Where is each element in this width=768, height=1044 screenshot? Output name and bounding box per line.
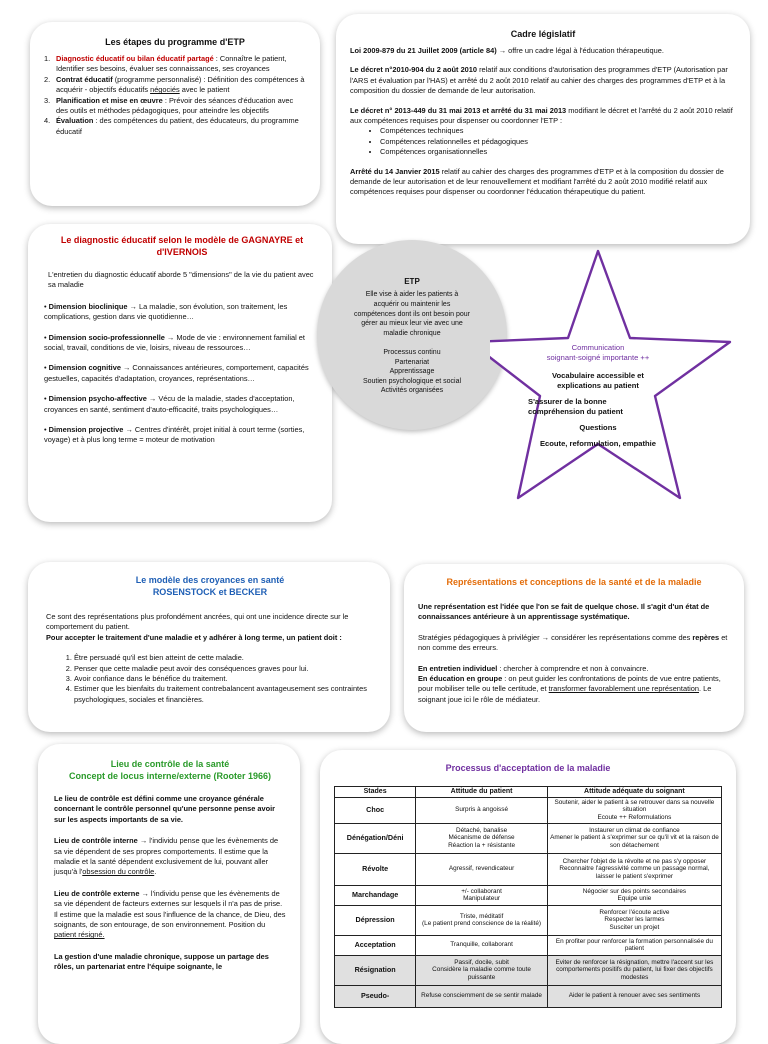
acceptation-title: Processus d'acceptation de la maladie — [445, 763, 611, 773]
representations-definition: Une représentation est l'idée que l'on se fait de quelque chose. Il s'agit d'un état de connaissances antérieure à un apprentissage systématique. — [418, 602, 710, 622]
stage-cell: Pseudo- — [335, 985, 416, 1007]
etp-description: Elle vise à aider les patients à acquérir ou maintenir les compétences dont ils ont besoin pour gérer au mieux leur vie avec une maladie chronique — [354, 291, 470, 338]
croyances-intro: Ce sont des représentations plus profondément ancrées, qui ont une incidence directe sur le comportement du patient. — [46, 612, 349, 632]
diagnostic-dimension: • Dimension cognitive → Connaissances antérieures, comportement, capacités gestuelles, capacités d'adaptation, croyances, représentations… — [44, 363, 309, 383]
patient-attitude-cell: Passif, docile, subit Considère la maladie comme toute puissante — [416, 955, 548, 985]
soignant-attitude-cell: Eviter de renforcer la résignation, mettre l'accent sur les comportements positifs du patient, lui fixer des objectifs modestes — [547, 955, 721, 985]
acceptation-row — [335, 955, 722, 985]
croyances-item: 2. Penser que cette maladie peut avoir des conséquences graves pour lui. — [74, 664, 374, 674]
stage-cell: Révolte — [335, 853, 416, 885]
controle-interne: Lieu de contrôle interne → l'individu pense que les évènements de sa vie dépendent de ses propres comportements. Il estime que la maladie et la santé dépendent exclusivement de lui, pouvant aller jusqu'à l'obsession du contrôle. — [54, 836, 279, 877]
controle-card — [38, 744, 300, 1044]
soignant-attitude-cell: Chercher l'objet de la révolte et ne pas s'y opposer Reconnaitre l'agressivité comme un passage normal, laisser le patient s'exprimer — [547, 853, 721, 885]
etapes-item-3: 3. Planification et mise en œuvre : Prévoir des séances d'éducation avec des outils et méthodes pédagogiques, pour atteindre les objectifs — [44, 95, 294, 116]
patient-attitude-cell: Refuse consciemment de se sentir malade — [416, 985, 548, 1007]
etapes-list — [44, 54, 306, 137]
soignant-attitude-cell: Négocier sur des points secondaires Equipe unie — [547, 885, 721, 905]
cadre-competence-item: • Compétences relationnelles et pédagogiques — [380, 137, 736, 147]
acceptation-row — [335, 797, 722, 823]
controle-definition: Le lieu de contrôle est défini comme une croyance générale concernant le contrôle personnel qu'une personne pense avoir sur les aspects importants de sa vie. — [54, 794, 276, 824]
representations-title: Représentations et conceptions de la santé et de la maladie — [446, 577, 702, 587]
diagnostic-card — [28, 224, 332, 522]
cadre-body — [350, 46, 736, 198]
acceptation-table — [334, 786, 722, 1008]
etapes-item-2: 2. Contrat éducatif (programme personnalisé) : Définition des compétences à acquérir - objectifs éducatifs négociés avec le patient — [44, 74, 305, 95]
etp-list — [317, 348, 507, 396]
controle-body — [54, 794, 286, 973]
etapes-title: Les étapes du programme d'ETP — [105, 37, 245, 47]
acceptation-row — [335, 823, 722, 853]
soignant-attitude-cell: Renforcer l'écoute active Respecter les larmes Susciter un projet — [547, 905, 721, 935]
diagnostic-dimension: • Dimension socio-professionnelle → Mode de vie : environnement familial et social, travail, conditions de vie, loisirs, niveau de ressources… — [44, 332, 305, 353]
acceptation-row — [335, 985, 722, 1007]
croyances-list — [46, 653, 374, 705]
acceptation-header-row — [335, 787, 722, 798]
cadre-card — [336, 14, 750, 244]
etp-list-item: Soutien psychologique et social — [362, 377, 462, 385]
cadre-arrete-2015: Arrêté du 14 Janvier 2015 relatif au cahier des charges des programmes d'ETP et à la composition du dossier de demande de leur autorisation et de leur renouvellement et modifiant l'arrêté du 2 août 2010 modifié relatif aux compétences requises pour dispenser ou coordonner l'éducation thérapeutique du patient. — [350, 166, 724, 197]
cadre-competence-item: • Compétences techniques — [380, 126, 736, 136]
star-questions: Questions — [579, 423, 617, 432]
acceptation-card — [320, 750, 736, 1044]
acceptation-row — [335, 853, 722, 885]
etp-title: ETP — [404, 277, 420, 286]
representations-body — [418, 602, 730, 705]
etp-list-item: Apprentissage — [389, 368, 435, 376]
etp-list-item: Activités organisées — [380, 387, 444, 395]
patient-attitude-cell: Tranquille, collaborant — [416, 935, 548, 955]
representations-groupe: En éducation en groupe : on peut guider les confrontations de points de vue entre patients, pour mobiliser telle ou telle certitude, et transformer favorablement une représentation. Le soignant joue ici le rôle de médiateur. — [418, 674, 721, 704]
etp-list-item: Partenariat — [394, 358, 430, 366]
etp-list-item: Processus continu — [383, 348, 441, 356]
etp-circle — [317, 240, 507, 430]
croyances-item: 4. Estimer que les bienfaits du traitement contrebalancent avantageusement ses contraintes psychologiques, sociales et financières. — [74, 684, 374, 705]
header-attitude-soignant: Attitude adéquate du soignant — [547, 787, 721, 798]
soignant-attitude-cell: En profiter pour renforcer la formation personnalisée du patient — [547, 935, 721, 955]
cadre-loi: Loi 2009-879 du 21 Juillet 2009 (article 84) → offre un cadre légal à l'éducation thérapeutique. — [350, 46, 664, 55]
etapes-item-2-head: Contrat éducatif — [56, 74, 113, 84]
controle-title: Lieu de contrôle de la santé Concept de locus interne/externe (Rooter 1966) — [68, 759, 272, 781]
acceptation-row — [335, 905, 722, 935]
cadre-title: Cadre législatif — [510, 29, 576, 39]
cadre-competences-list — [366, 126, 736, 157]
star-title: Communication soignant-soigné importante ++ — [546, 343, 650, 362]
etapes-item-3-head: Planification et mise en œuvre — [56, 95, 163, 105]
patient-attitude-cell: Agressif, revendicateur — [416, 853, 548, 885]
acceptation-rows — [335, 797, 722, 1007]
stage-cell: Choc — [335, 797, 416, 823]
etapes-item-1: 1. Diagnostic éducatif ou bilan éducatif partagé : Connaître le patient, Identifier ses besoins, évaluer ses connaissances, ses croyances — [44, 54, 287, 74]
diagnostic-intro: L'entretien du diagnostic éducatif aborde 5 "dimensions" de la vie du patient avec sa maladie — [48, 270, 314, 290]
croyances-title: Le modèle des croyances en santé ROSENSTOCK et BECKER — [135, 575, 285, 597]
diagnostic-title: Le diagnostic éducatif selon le modèle de GAGNAYRE et d'IVERNOIS — [60, 235, 304, 257]
cadre-competence-item: • Compétences organisationnelles — [380, 147, 736, 157]
cadre-decret-2010: Le décret n°2010-904 du 2 août 2010 relatif aux conditions d'autorisation des programmes d'ETP (Autorisation par l'ARS et évaluation par l'HAS) et arrêté du 2 août 2010 relatif au cahier des charges des programmes d'ETP et à la composition du dossier de demande de leur autorisation. — [350, 65, 728, 96]
diagnostic-dimension: • Dimension projective → Centres d'intérêt, projet initial à court terme (sorties, voyage) et à plus long terme = moteur de motivation — [44, 425, 305, 445]
soignant-attitude-cell: Instaurer un climat de confiance Amener le patient à s'exprimer sur ce qu'il vit et la raison de son détachement — [547, 823, 721, 853]
soignant-attitude-cell: Aider le patient à renouer avec ses sentiments — [547, 985, 721, 1007]
star-vocabulaire: Vocabulaire accessible et explications au patient — [552, 371, 644, 390]
acceptation-row — [335, 935, 722, 955]
acceptation-row — [335, 885, 722, 905]
representations-strategies: Stratégies pédagogiques à privilégier → considérer les représentations comme des repères et non comme des erreurs. — [418, 632, 728, 653]
representations-card — [404, 564, 744, 732]
star-text — [518, 343, 678, 449]
patient-attitude-cell: +/- collaborant Manipulateur — [416, 885, 548, 905]
soignant-attitude-cell: Soutenir, aider le patient à se retrouver dans sa nouvelle situation Ecoute ++ Reformulations — [547, 797, 721, 823]
croyances-lead: Pour accepter le traitement d'une maladie et y adhérer à long terme, un patient doit : — [46, 632, 342, 642]
croyances-body — [46, 612, 374, 705]
stage-cell: Résignation — [335, 955, 416, 985]
controle-gestion: La gestion d'une maladie chronique, suppose un partage des rôles, un partenariat entre l'équipe soignante, le — [54, 951, 269, 972]
croyances-item: 3. Avoir confiance dans le bénéfice du traitement. — [74, 674, 374, 684]
etapes-item-4: 4. Évaluation : des compétences du patient, des éducateurs, du programme éducatif — [44, 116, 299, 136]
representations-individuel: En entretien individuel : chercher à comprendre et non à convaincre. — [418, 663, 649, 673]
star-comprehension: S'assurer de la bonne compréhension du patient — [528, 397, 623, 416]
star-ecoute: Ecoute, reformulation, empathie — [539, 439, 657, 448]
diagnostic-dimension: • Dimension bioclinique → La maladie, son évolution, son traitement, les complications, gestion dans vie quotidienne… — [44, 301, 288, 322]
patient-attitude-cell: Triste, méditatif (Le patient prend conscience de la réalité) — [416, 905, 548, 935]
patient-attitude-cell: Surpris à angoissé — [416, 797, 548, 823]
stage-cell: Marchandage — [335, 885, 416, 905]
header-stades: Stades — [335, 787, 416, 798]
cadre-decret-2013: Le décret n° 2013-449 du 31 mai 2013 et arrêté du 31 mai 2013 modifiant le décret et l'arrêté du 2 août 2010 relatif aux compétences requises pour dispenser ou coordonner l'ETP : — [350, 105, 733, 126]
stage-cell: Acceptation — [335, 935, 416, 955]
etapes-item-4-head: Évaluation — [56, 116, 94, 126]
stage-cell: Dépression — [335, 905, 416, 935]
stage-cell: Dénégation/Déni — [335, 823, 416, 853]
etapes-item-1-head: Diagnostic éducatif ou bilan éducatif partagé — [56, 54, 214, 63]
controle-externe: Lieu de contrôle externe → l'individu pense que les évènements de sa vie dépendent de facteurs externes sur lesquels il n'a pas de prise. Il estime que la maladie est sous l'influence de la chance, de Dieu, des soignants, de son entourage, de son environnement. Position du patient résigné. — [54, 888, 286, 940]
croyances-item: 1. Être persuadé qu'il est bien atteint de cette maladie. — [74, 653, 374, 663]
diagnostic-dimension: • Dimension psycho-affective → Vécu de la maladie, stades d'acceptation, croyances en santé, sentiment d'auto-efficacité, traits psychologiques… — [44, 394, 295, 414]
etapes-card — [30, 22, 320, 206]
croyances-card — [28, 562, 390, 732]
header-attitude-patient: Attitude du patient — [416, 787, 548, 798]
diagnostic-body — [44, 270, 320, 446]
patient-attitude-cell: Détaché, banalise Mécanisme de défense Réaction la + résistante — [416, 823, 548, 853]
